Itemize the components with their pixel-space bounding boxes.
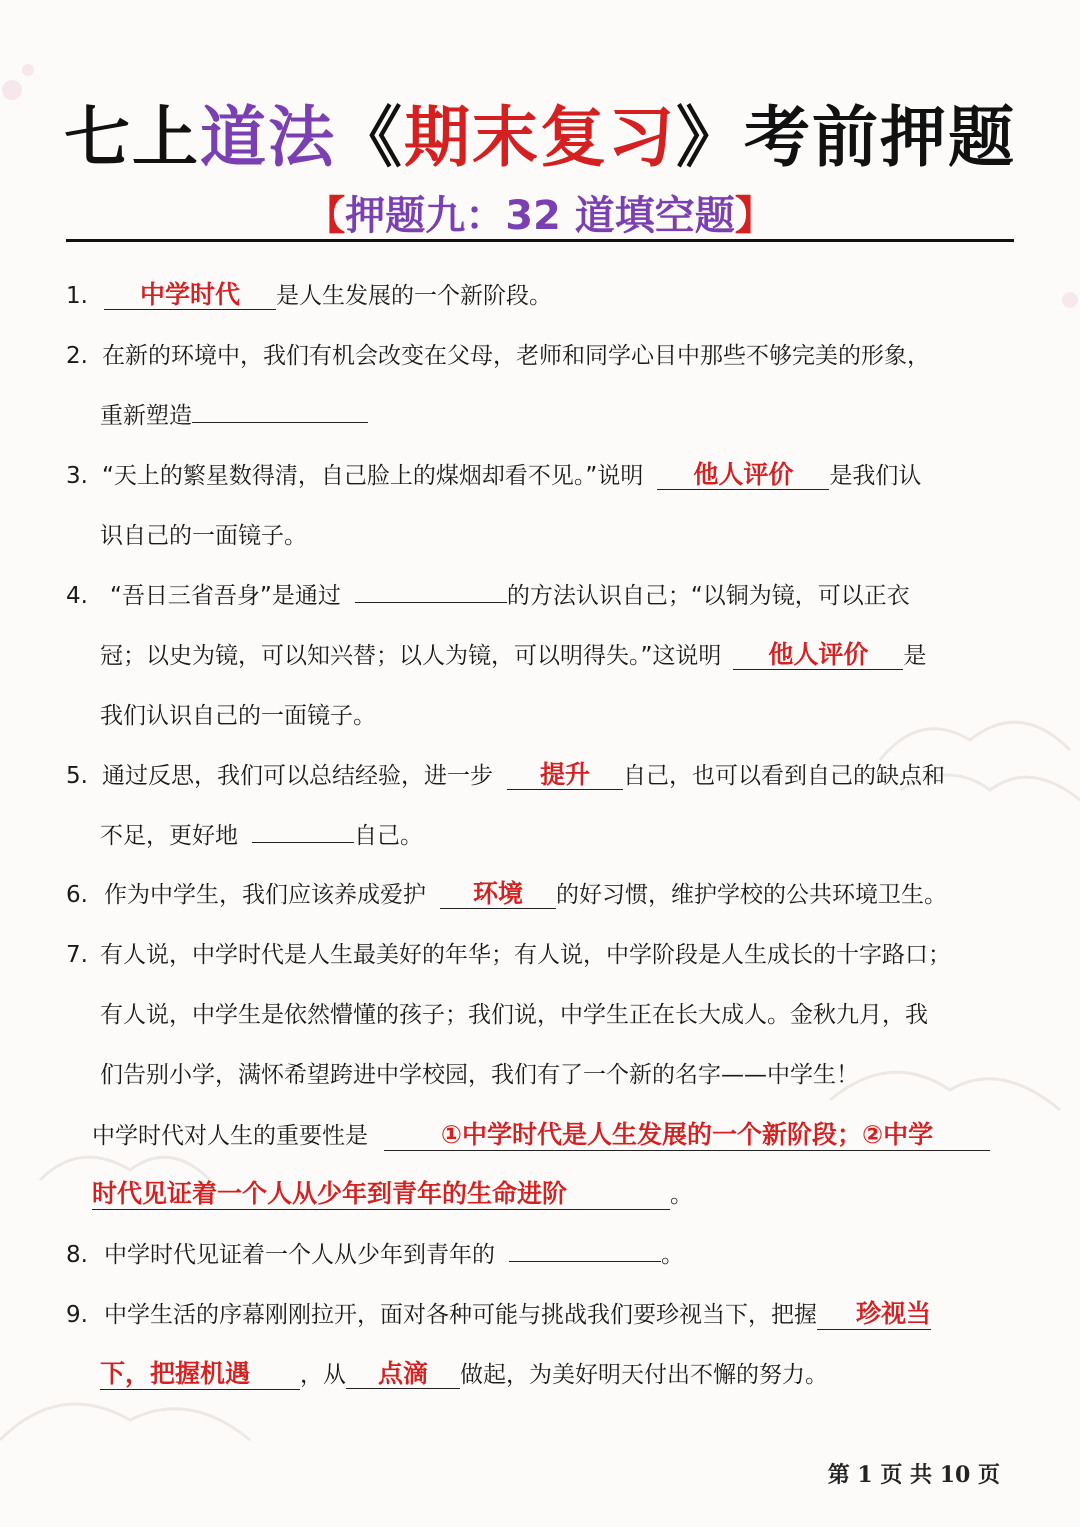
- question-number: 3.: [66, 463, 88, 489]
- question-text: 是人生发展的一个新阶段。: [276, 283, 552, 309]
- title-part5: 》: [676, 99, 744, 176]
- question-text: “天上的繁星数得清，自己脸上的煤烟却看不见。”说明: [102, 463, 644, 489]
- question-text: 我们认识自己的一面镜子。: [100, 703, 376, 729]
- question-text: 做起，为美好明天付出不懈的努力。: [460, 1362, 828, 1388]
- question-text: 重新塑造: [100, 403, 192, 429]
- title-part2: 道法: [200, 99, 336, 176]
- question-7: [66, 940, 951, 970]
- title-part6: 考前押题: [744, 99, 1016, 176]
- question-text: 是: [903, 643, 927, 669]
- question-9: [66, 1299, 931, 1330]
- question-2-line-2: [100, 401, 368, 431]
- question-number: 4.: [66, 583, 88, 609]
- question-text: 自己。: [354, 823, 423, 849]
- answer-blank: 他人评价: [657, 461, 829, 490]
- answer-blank: 环境: [440, 880, 556, 909]
- answer-blank: 中学时代: [104, 281, 276, 310]
- title-part4: 期末复习: [404, 99, 676, 176]
- empty-blank: [192, 422, 368, 423]
- title-part3: 《: [336, 99, 404, 176]
- question-2: [66, 341, 930, 371]
- question-text: 有人说，中学时代是人生最美好的年华；有人说，中学阶段是人生成长的十字路口；: [100, 942, 951, 968]
- empty-blank: [509, 1261, 661, 1262]
- empty-blank: [355, 602, 507, 603]
- answer-blank: 点滴: [346, 1360, 460, 1389]
- answer-blank: ①中学时代是人生发展的一个新阶段；②中学: [384, 1120, 990, 1151]
- page-footer: 第 1 页 共 10 页: [827, 1462, 1000, 1488]
- question-number: 8.: [66, 1242, 88, 1268]
- answer-blank: 下，把握机遇: [100, 1359, 300, 1390]
- title-part1: 七上: [64, 99, 200, 176]
- question-3-line-2: [100, 521, 307, 551]
- question-text: 。: [661, 1242, 684, 1268]
- question-3: [66, 461, 921, 491]
- question-text: 冠；以史为镜，可以知兴替；以人为镜，可以明得失。”这说明: [100, 643, 722, 669]
- question-4-line-2: [100, 641, 926, 671]
- answer-blank: 提升: [507, 761, 623, 790]
- question-7-line-5: [92, 1179, 693, 1210]
- question-8: [66, 1240, 684, 1270]
- question-text: ，从: [300, 1362, 346, 1388]
- question-5-line-2: [100, 821, 423, 851]
- question-text: 中学生活的序幕刚刚拉开，面对各种可能与挑战我们要珍视当下，把握: [104, 1302, 817, 1328]
- question-number: 9.: [66, 1302, 88, 1328]
- question-4-line-3: [100, 701, 376, 731]
- question-text: 在新的环境中，我们有机会改变在父母，老师和同学心目中那些不够完美的形象，: [102, 343, 930, 369]
- subtitle-open: 【: [305, 193, 346, 239]
- answer-blank: 珍视当: [817, 1299, 931, 1330]
- subtitle-close: 】: [734, 193, 775, 239]
- question-6: [66, 880, 947, 910]
- question-4: [66, 581, 910, 611]
- subtitle-text: 押题九：32 道填空题: [345, 193, 735, 239]
- question-text: 的好习惯，维护学校的公共环境卫生。: [556, 882, 947, 908]
- question-7-line-4: [92, 1120, 990, 1151]
- question-5: [66, 761, 945, 791]
- question-text: 是我们认: [829, 463, 922, 489]
- question-7-line-3: [100, 1060, 859, 1090]
- question-number: 6.: [66, 882, 88, 908]
- page-subtitle: [0, 184, 1080, 241]
- question-text: 的方法认识自己；“以铜为镜，可以正衣: [506, 583, 910, 609]
- question-number: 7.: [66, 942, 88, 968]
- question-7-line-2: [100, 1000, 928, 1030]
- question-text: 作为中学生，我们应该养成爱护: [104, 882, 426, 908]
- question-text: 通过反思，我们可以总结经验，进一步: [102, 763, 493, 789]
- question-text: 。: [670, 1182, 693, 1208]
- question-text: 不足，更好地: [100, 823, 238, 849]
- question-text: 识自己的一面镜子。: [100, 523, 307, 549]
- question-1: [66, 281, 552, 311]
- empty-blank: [252, 842, 354, 843]
- page-title: [0, 84, 1080, 179]
- question-text: “吾日三省吾身”是通过: [110, 583, 341, 609]
- question-text: 们告别小学，满怀希望跨进中学校园，我们有了一个新的名字——中学生！: [100, 1062, 859, 1088]
- question-text: 有人说，中学生是依然懵懂的孩子；我们说，中学生正在长大成人。金秋九月，我: [100, 1002, 928, 1028]
- answer-blank: 时代见证着一个人从少年到青年的生命进阶: [92, 1179, 670, 1210]
- title-divider: [66, 239, 1014, 242]
- question-number: 1.: [66, 283, 88, 309]
- question-text: 中学时代见证着一个人从少年到青年的: [104, 1242, 495, 1268]
- question-text: 自己，也可以看到自己的缺点和: [623, 763, 945, 789]
- question-number: 5.: [66, 763, 88, 789]
- question-9-line-2: [100, 1359, 828, 1390]
- question-number: 2.: [66, 343, 88, 369]
- question-text: 中学时代对人生的重要性是: [92, 1123, 368, 1149]
- answer-blank: 他人评价: [733, 641, 903, 670]
